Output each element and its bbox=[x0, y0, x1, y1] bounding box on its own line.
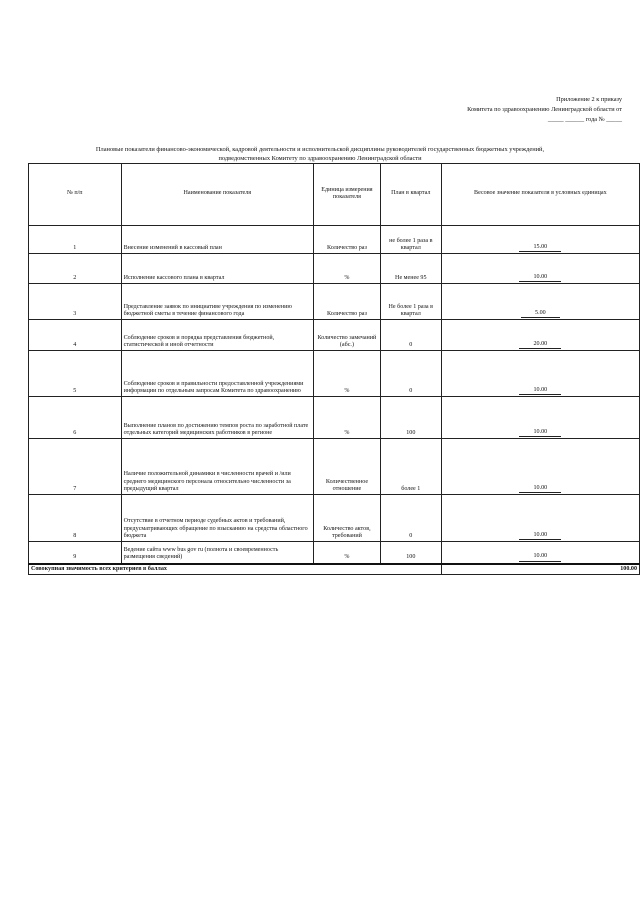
row-plan: Не более 1 раза в квартал bbox=[380, 284, 441, 320]
row-plan: не более 1 раза в квартал bbox=[380, 226, 441, 254]
row-num: 7 bbox=[29, 439, 122, 495]
row-weight: 10.00 bbox=[441, 254, 639, 284]
appendix-line-2: Комитета по здравоохранению Ленинградской области от bbox=[467, 106, 622, 113]
table-header-row bbox=[29, 164, 640, 226]
row-num: 9 bbox=[29, 542, 122, 564]
total-row bbox=[29, 564, 640, 575]
row-name: Выполнение планов по достижению темпов роста по заработной плате отдельных категорий медицинских работников в регионе bbox=[121, 397, 313, 439]
total-value: 100.00 bbox=[441, 564, 639, 575]
header-unit: Единица измерения показателя bbox=[313, 164, 380, 226]
row-plan: более 1 bbox=[380, 439, 441, 495]
header-plan: План в квартал bbox=[380, 164, 441, 226]
table-row bbox=[29, 397, 640, 439]
row-name: Соблюдение сроков и правильности предоставленной учреждениями информации по отдельным запросам Комитета по здравоохранению bbox=[121, 351, 313, 397]
table-row bbox=[29, 439, 640, 495]
row-plan: 0 bbox=[380, 351, 441, 397]
appendix-header bbox=[362, 95, 622, 125]
header-num: № п/п bbox=[29, 164, 122, 226]
row-num: 8 bbox=[29, 495, 122, 542]
row-name: Наличие положительной динамики в численности врачей и /или среднего медицинского персонала относительно численности за предыдущий квартал bbox=[121, 439, 313, 495]
row-name: Ведение сайта www bus gov ru (полнота и своевременность размещения сведений) bbox=[121, 542, 313, 564]
row-weight: 20.00 bbox=[441, 320, 639, 351]
table-row bbox=[29, 284, 640, 320]
row-name: Исполнение кассового плана в квартал bbox=[121, 254, 313, 284]
table-row bbox=[29, 320, 640, 351]
row-unit: % bbox=[313, 254, 380, 284]
row-unit: % bbox=[313, 397, 380, 439]
table-row bbox=[29, 351, 640, 397]
row-num: 3 bbox=[29, 284, 122, 320]
row-plan: Не менее 95 bbox=[380, 254, 441, 284]
row-plan: 0 bbox=[380, 495, 441, 542]
row-weight: 15.00 bbox=[441, 226, 639, 254]
document-title bbox=[0, 146, 640, 163]
row-weight: 10.00 bbox=[441, 495, 639, 542]
row-plan: 0 bbox=[380, 320, 441, 351]
row-unit: Количество актов, требований bbox=[313, 495, 380, 542]
total-label: Совокупная значимость всех критериев в баллах bbox=[29, 564, 442, 575]
appendix-line-3: _____ ______ года № _____ bbox=[547, 116, 622, 123]
table-row bbox=[29, 542, 640, 564]
row-num: 2 bbox=[29, 254, 122, 284]
row-num: 6 bbox=[29, 397, 122, 439]
header-name: Наименование показателя bbox=[121, 164, 313, 226]
table-row bbox=[29, 495, 640, 542]
table-row bbox=[29, 226, 640, 254]
row-weight: 5.00 bbox=[441, 284, 639, 320]
row-unit: Количество раз bbox=[313, 284, 380, 320]
appendix-line-1: Приложение 2 к приказу bbox=[556, 96, 622, 103]
row-name: Внесение изменений в кассовый план bbox=[121, 226, 313, 254]
row-num: 5 bbox=[29, 351, 122, 397]
row-plan: 100 bbox=[380, 542, 441, 564]
row-unit: % bbox=[313, 542, 380, 564]
row-unit: Количество замечаний (абс.) bbox=[313, 320, 380, 351]
row-num: 1 bbox=[29, 226, 122, 254]
row-plan: 100 bbox=[380, 397, 441, 439]
table-row bbox=[29, 254, 640, 284]
row-unit: Количественное отношение bbox=[313, 439, 380, 495]
row-unit: % bbox=[313, 351, 380, 397]
row-name: Отсутствие в отчетном периоде судебных актов и требований, предусматривающих обращение по взысканию на средства областного бюджета bbox=[121, 495, 313, 542]
row-weight: 10.00 bbox=[441, 439, 639, 495]
header-weight: Весовое значение показателя в условных единицах bbox=[441, 164, 639, 226]
row-weight: 10.00 bbox=[441, 397, 639, 439]
row-num: 4 bbox=[29, 320, 122, 351]
row-name: Соблюдение сроков и порядка представления бюджетной, статистической и иной отчетности bbox=[121, 320, 313, 351]
row-name: Представление заявок по инициативе учреждения по изменению бюджетной сметы в течение финансового года bbox=[121, 284, 313, 320]
title-line-2: подведомственных Комитету по здравоохранению Ленинградской области bbox=[218, 154, 422, 162]
row-weight: 10.00 bbox=[441, 542, 639, 564]
row-weight: 10.00 bbox=[441, 351, 639, 397]
title-line-1: Плановые показатели финансово-экономической, кадровой деятельности и исполнительской дисциплины руководителей государственных бюджетных учреждений, bbox=[95, 146, 545, 153]
indicators-table bbox=[28, 163, 640, 575]
row-unit: Количество раз bbox=[313, 226, 380, 254]
